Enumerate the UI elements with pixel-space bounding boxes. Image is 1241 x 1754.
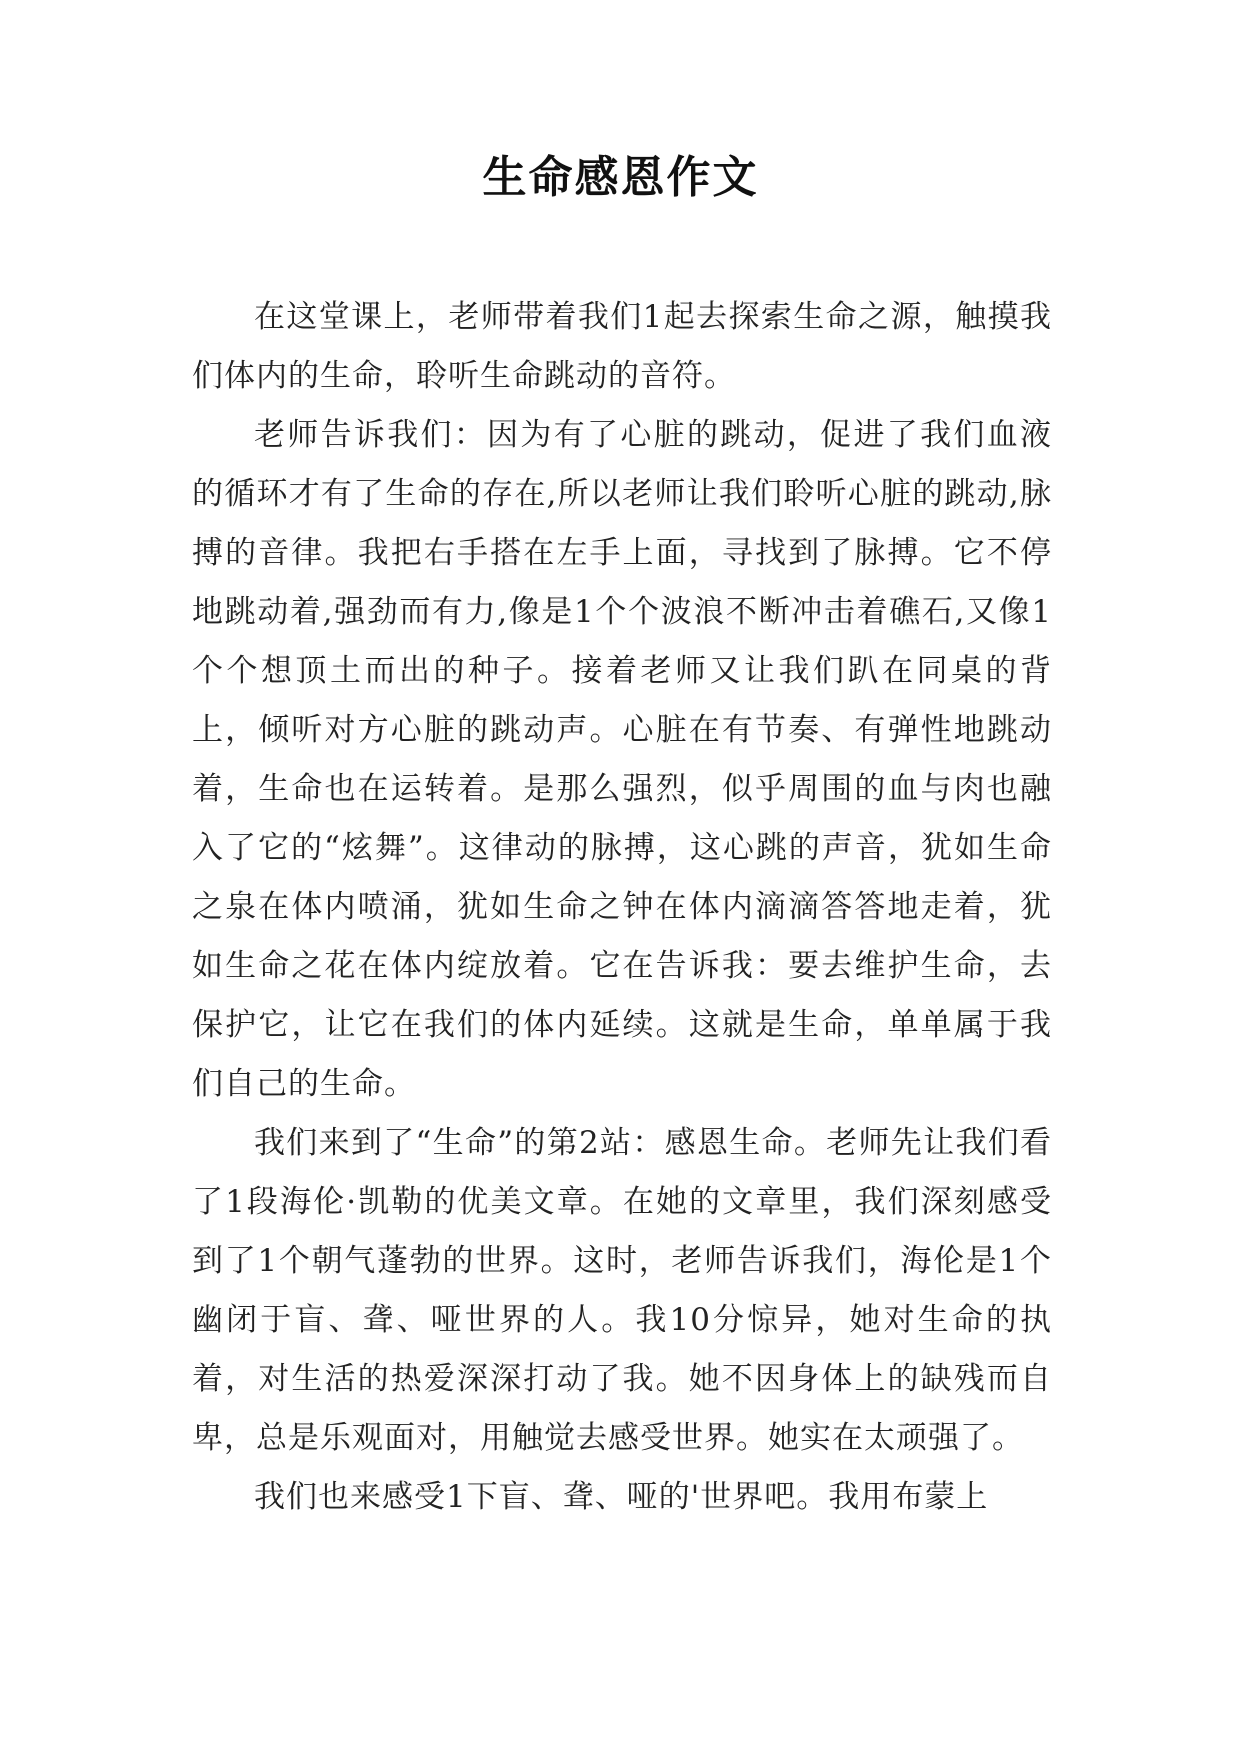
paragraph-1: 在这堂课上，老师带着我们1起去探索生命之源，触摸我们体内的生命，聆听生命跳动的音符。 — [192, 299, 1052, 394]
paragraph-3: 我们来到了“生命”的第2站：感恩生命。老师先让我们看了1段海伦·凯勒的优美文章。在她的文章里，我们深刻感受到了1个朝气蓬勃的世界。这时，老师告诉我们，海伦是1个幽闭于盲、聋、哑世界的人。我10分惊异，她对生命的执着，对生活的热爱深深打动了我。她不因身体上的缺残而自卑，总是乐观面对，用触觉去感受世界。她实在太顽强了。 — [192, 1125, 1052, 1456]
paragraph-4: 我们也来感受1下盲、聋、哑的'世界吧。我用布蒙上 — [254, 1479, 989, 1515]
page-title: 生命感恩作文 — [482, 152, 759, 203]
paragraph-2: 老师告诉我们：因为有了心脏的跳动，促进了我们血液的循环才有了生命的存在,所以老师让我们聆听心脏的跳动,脉搏的音律。我把右手搭在左手上面，寻找到了脉搏。它不停地跳动着,强劲而有力,像是1个个波浪不断冲击着礁石,又像1个个想顶土而出的种子。接着老师又让我们趴在同桌的背上，倾听对方心脏的跳动声。心脏在有节奏、有弹性地跳动着，生命也在运转着。是那么强烈，似乎周围的血与肉也融入了它的“炫舞”。这律动的脉搏，这心跳的声音，犹如生命之泉在体内喷涌，犹如生命之钟在体内滴滴答答地走着，犹如生命之花在体内绽放着。它在告诉我：要去维护生命，去保护它，让它在我们的体内延续。这就是生命，单单属于我们自己的生命。 — [192, 417, 1052, 1102]
article-body — [192, 288, 1052, 1527]
